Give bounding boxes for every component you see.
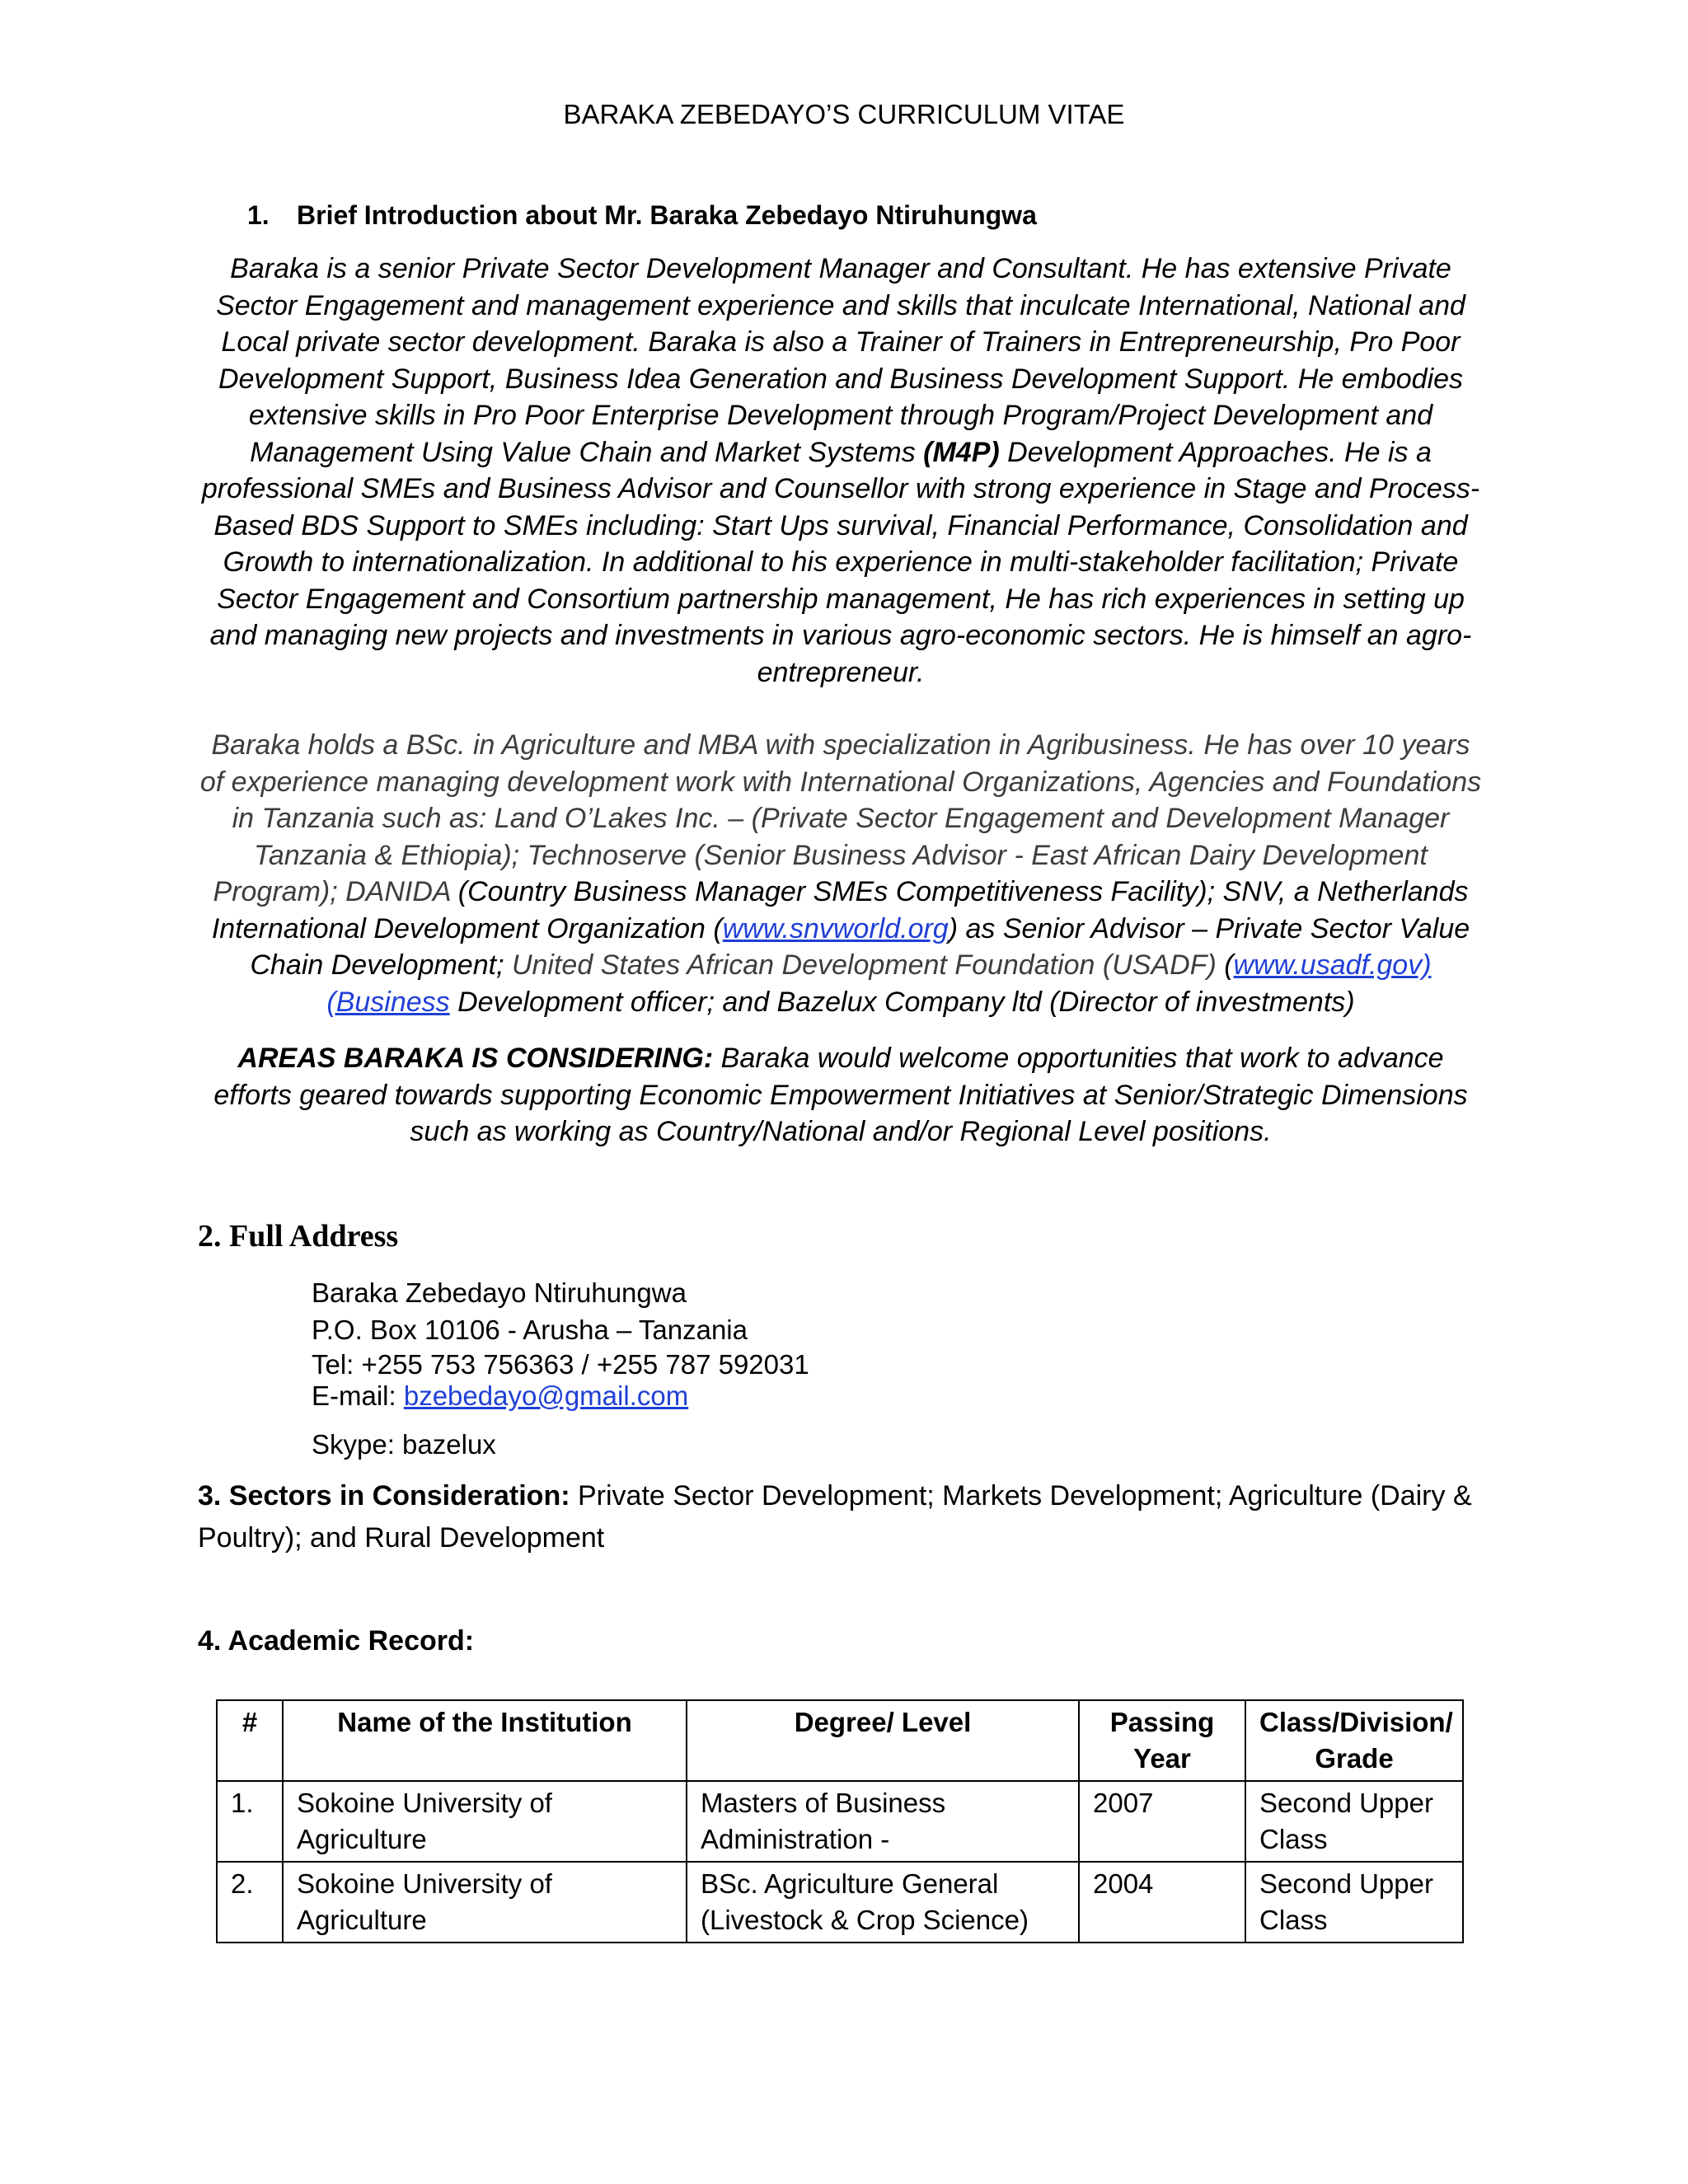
row-institution: Sokoine University of Agriculture [283,1862,687,1943]
row-degree: Masters of Business Administration - [687,1781,1079,1862]
row-year: 2007 [1079,1781,1245,1862]
usadf-link[interactable]: www.usadf.gov)(Business [326,949,1432,1018]
header-degree: Degree/ Level [687,1700,1079,1781]
document-title: BARAKA ZEBEDAYO’S CURRICULUM VITAE [563,99,1125,129]
intro-paragraph-areas [198,1040,1484,1151]
snvworld-link[interactable]: www.snvworld.org [722,912,949,944]
areas-label: AREAS BARAKA IS CONSIDERING: [237,1043,714,1074]
row-num: 2. [217,1862,283,1943]
intro-heading-number: 1. [247,200,270,230]
header-grade [1245,1700,1463,1781]
email-link[interactable]: bzebedayo@gmail.com [403,1380,689,1411]
experience-text-grey-2: United States African Development Foundation (USADF) [511,949,1225,981]
address-skype: Skype: bazelux [312,1429,496,1460]
intro-summary-text-a: Baraka is a senior Private Sector Development Manager and Consultant. He has extensive Private Sector Engagement and management experience and skills that inculcate International, National and Local private sector development. Baraka is also a Trainer of Trainers in Entrepreneurship, Pro Poor Development Support, Business Idea Generation and Business Development Support. He embodies extensive skills in Pro Poor Enterprise Development through Program/Project Development and Management Using Value Chain and Market Systems [216,253,1465,468]
intro-heading-text: Brief Introduction about Mr. Baraka Zebedayo Ntiruhungwa [297,200,1037,230]
intro-summary-text-b: Development Approaches. He is a professional SMEs and Business Advisor and Counsellor with strong experience in Stage and Process-Based BDS Support to SMEs including: Start Ups survival, Financial Performance, Consolidation and Growth to internationalization. In additional to his experience in multi-stakeholder facilitation; Private Sector Engagement and Consortium partnership management, He has rich experiences in setting up and managing new projects and investments in various agro-economic sectors. He is himself an agro-entrepreneur. [201,436,1480,688]
academic-header-row [217,1700,1463,1781]
address-name: Baraka Zebedayo Ntiruhungwa [312,1277,687,1308]
intro-paragraph-summary [198,251,1484,691]
header-grade-line-1: Class/Division/ [1259,1707,1453,1737]
academic-table [216,1699,1464,1943]
sectors-text: Private Sector Development; Markets Development; Agriculture (Dairy & Poultry); and Rural Development [198,1480,1472,1554]
experience-text-grey: Baraka holds a BSc. in Agriculture and MBA with specialization in Agribusiness. He has over 10 years of experience managing development work with International Organizations, Agencies and Foundations in Tanzania such as: Land O’Lakes Inc. – (Private Sector Engagement and Development Manager Tanzania & Ethiopia); Technoserve (Senior Business Advisor - East African Dairy Development Program); DANIDA [199,729,1482,907]
header-institution: Name of the Institution [283,1700,687,1781]
header-grade-line-2: Grade [1315,1743,1394,1774]
header-year [1079,1700,1245,1781]
experience-text-black-1: (Country Business Manager SMEs Competitiveness Facility); SNV, a Netherlands International Development Organization ( [211,876,1469,944]
intro-heading [247,200,1037,231]
experience-text-black-4: Development officer; and Bazelux Company ltd (Director of investments) [449,986,1355,1018]
intro-paragraph-experience [198,727,1484,1020]
address-po-box: P.O. Box 10106 - Arusha – Tanzania [312,1315,748,1345]
table-row [217,1862,1463,1943]
row-grade: Second Upper Class [1245,1862,1463,1943]
areas-text: Baraka would welcome opportunities that work to advance efforts geared towards supporting Economic Empowerment Initiatives at Senior/Strategic Dimensions such as working as Country/National and/or Regional Level positions. [213,1043,1468,1147]
header-year-line-2: Year [1133,1743,1191,1774]
row-institution: Sokoine University of Agriculture [283,1781,687,1862]
experience-text-black-2: ) as Senior Advisor – Private Sector Value Chain Development; [250,912,1470,981]
email-label: E-mail: [312,1380,404,1411]
intro-summary-m4p: (M4P) [923,436,1000,468]
address-heading: 2. Full Address [198,1219,399,1254]
header-num: # [217,1700,283,1781]
address-email-line [312,1380,688,1413]
row-grade: Second Upper Class [1245,1781,1463,1862]
row-num: 1. [217,1781,283,1862]
header-year-line-1: Passing [1109,1707,1215,1737]
table-row [217,1781,1463,1862]
row-year: 2004 [1079,1862,1245,1943]
sectors-paragraph [198,1475,1500,1559]
academic-heading: 4. Academic Record: [198,1625,475,1657]
sectors-label: 3. Sectors in Consideration: [198,1480,570,1511]
row-degree: BSc. Agriculture General (Livestock & Crop Science) [687,1862,1079,1943]
experience-text-black-3: ( [1224,949,1234,981]
address-tel: Tel: +255 753 756363 / +255 787 592031 [312,1349,809,1380]
